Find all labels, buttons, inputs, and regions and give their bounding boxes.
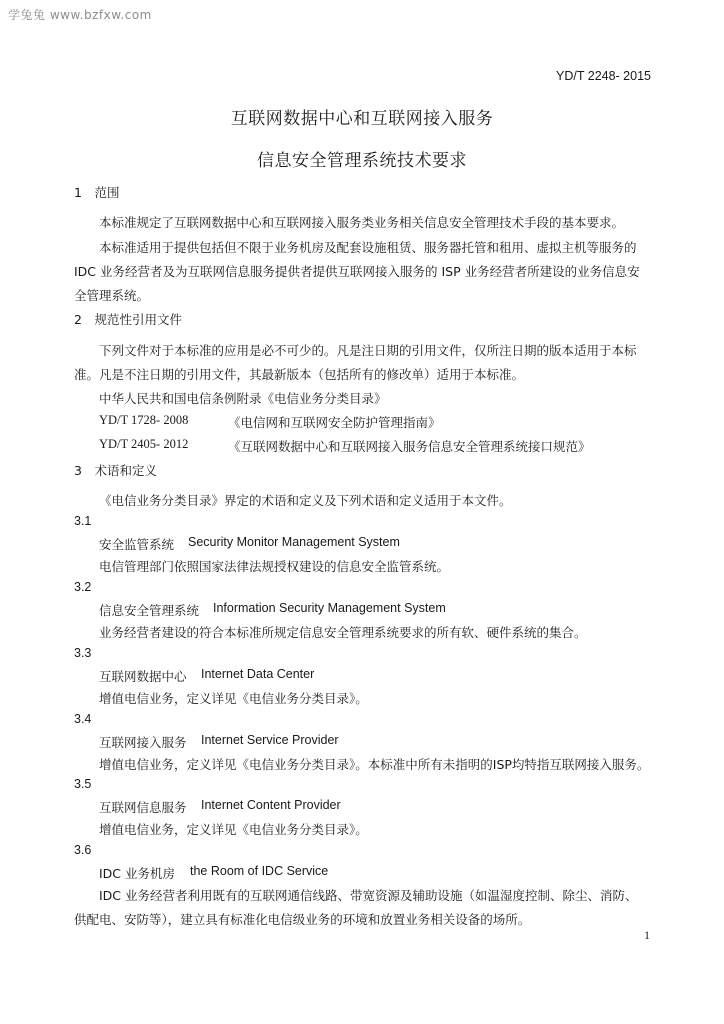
standard-number: YD/T 2248- 2015 — [556, 69, 651, 83]
section-1-paragraph-1: 本标准规定了互联网数据中心和互联网接入服务类业务相关信息安全管理技术手段的基本要求。 — [99, 215, 625, 230]
section-1-paragraph-2-line-3: 全管理系统。 — [74, 288, 150, 303]
term-definition: 业务经营者建设的符合本标准所规定信息安全管理系统要求的所有软、硬件系统的集合。 — [99, 625, 587, 640]
term-definition: 增值电信业务，定义详见《电信业务分类目录》。 — [99, 691, 368, 706]
page-number: 1 — [644, 928, 650, 942]
term-definition: 增值电信业务，定义详见《电信业务分类目录》。 — [99, 822, 368, 837]
term-number: 3.4 — [74, 712, 92, 726]
term-definition-line-2: 供配电、安防等），建立具有标准化电信级业务的环境和放置业务相关设备的场所。 — [74, 912, 531, 927]
term-english-name: Internet Data Center — [201, 667, 315, 681]
term-number: 3.6 — [74, 843, 92, 857]
section-3-heading: 3 术语和定义 — [74, 463, 157, 478]
term-english-name: Security Monitor Management System — [188, 535, 400, 549]
term-chinese-name: 安全监管系统 — [99, 537, 175, 552]
section-2-heading: 2 规范性引用文件 — [74, 312, 182, 327]
term-number: 3.1 — [74, 514, 92, 528]
term-english-name: Internet Service Provider — [201, 733, 339, 747]
section-2-paragraph-line-2: 准。凡是不注日期的引用文件，其最新版本（包括所有的修改单）适用于本标准。 — [74, 367, 525, 382]
section-1-paragraph-2-line-1: 本标准适用于提供包括但不限于业务机房及配套设施租赁、服务器托管和租用、虚拟主机等服务的 — [99, 240, 637, 255]
term-chinese-name: 互联网数据中心 — [99, 669, 187, 684]
term-chinese-name: 信息安全管理系统 — [99, 603, 200, 618]
term-english-name: the Room of IDC Service — [190, 864, 329, 878]
section-1-heading: 1 范围 — [74, 185, 120, 200]
watermark: 学兔兔 www.bzfxw.com — [8, 8, 152, 22]
term-english-name: Internet Content Provider — [201, 798, 341, 812]
section-2-paragraph-line-1: 下列文件对于本标准的应用是必不可少的。凡是注日期的引用文件，仅所注日期的版本适用于本标 — [99, 343, 637, 358]
section-1-paragraph-2-line-2: IDC 业务经营者及为互联网信息服务提供者提供互联网接入服务的 ISP 业务经营者所建设的业务信息安 — [74, 264, 640, 279]
reference-title: 《电信网和互联网安全防护管理指南》 — [228, 415, 441, 430]
term-chinese-name: 互联网信息服务 — [99, 800, 187, 815]
term-definition: 增值电信业务，定义详见《电信业务分类目录》。本标准中所有未指明的ISP均特指互联网接入服务。 — [99, 757, 650, 772]
reference-title: 《互联网数据中心和互联网接入服务信息安全管理系统接口规范》 — [228, 439, 591, 454]
term-number: 3.2 — [74, 580, 92, 594]
title-line-2: 信息安全管理系统技术要求 — [257, 151, 467, 171]
reference-code: YD/T 2405- 2012 — [99, 437, 189, 451]
term-number: 3.3 — [74, 646, 92, 660]
term-number: 3.5 — [74, 777, 92, 791]
reference-telecom-catalog: 中华人民共和国电信条例附录《电信业务分类目录》 — [99, 391, 387, 406]
reference-code: YD/T 1728- 2008 — [99, 413, 189, 427]
term-chinese-name: IDC 业务机房 — [99, 866, 176, 881]
term-definition-line-1: IDC 业务经营者利用既有的互联网通信线路、带宽资源及辅助设施（如温湿度控制、除尘、消防、 — [99, 888, 638, 903]
title-line-1: 互联网数据中心和互联网接入服务 — [230, 109, 494, 129]
section-3-intro: 《电信业务分类目录》界定的术语和定义及下列术语和定义适用于本文件。 — [99, 493, 512, 508]
term-english-name: Information Security Management System — [213, 601, 446, 615]
term-definition: 电信管理部门依照国家法律法规授权建设的信息安全监管系统。 — [99, 559, 450, 574]
term-chinese-name: 互联网接入服务 — [99, 735, 187, 750]
